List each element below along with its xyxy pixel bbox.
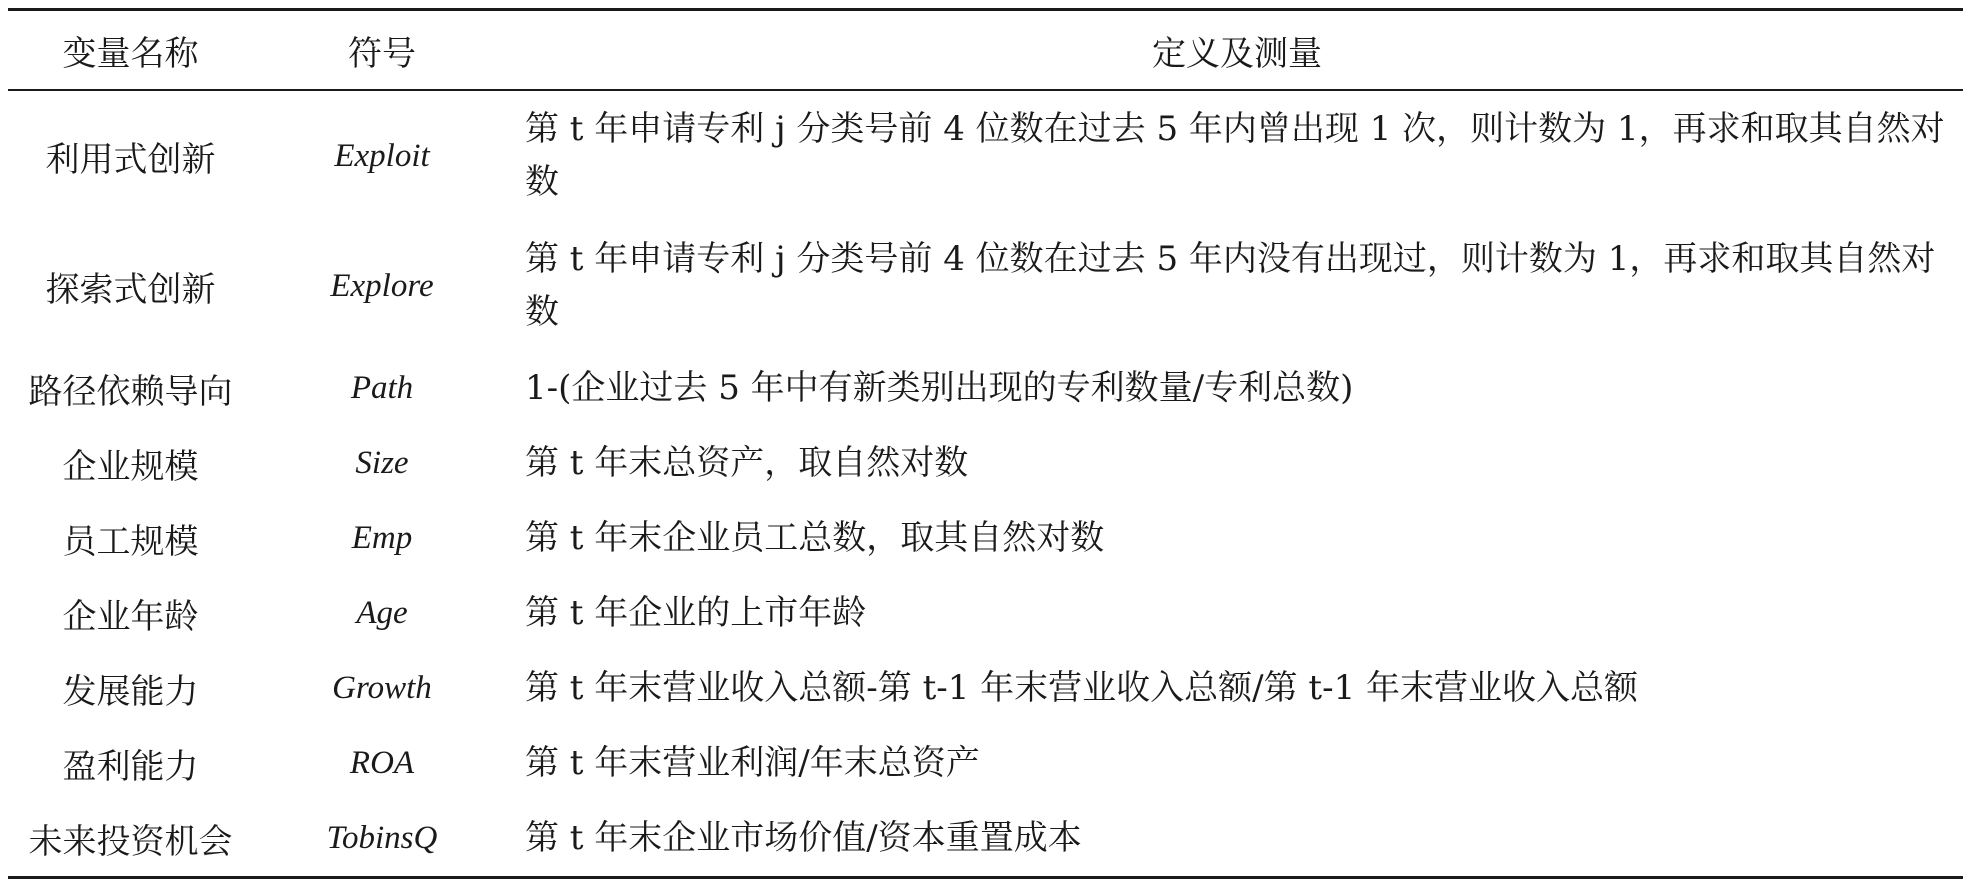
variable-symbol: Growth — [332, 670, 432, 706]
variable-definition: 第 t 年末营业收入总额-第 t-1 年末营业收入总额/第 t-1 年末营业收入总额 — [525, 668, 1639, 708]
variable-name: 未来投资机会 — [8, 801, 253, 878]
variable-name: 发展能力 — [62, 672, 199, 712]
variable-symbol: Path — [350, 370, 414, 406]
table-row — [8, 576, 1963, 651]
table-row — [8, 501, 1963, 576]
variable-symbol: ROA — [349, 745, 415, 781]
variable-name: 员工规模 — [62, 522, 199, 562]
variable-name: 企业规模 — [62, 447, 199, 487]
variable-definition: 第 t 年申请专利 j 分类号前 4 位数在过去 5 年内曾出现 1 次，则计数为 1，再求和取其自然对数 — [525, 109, 1945, 202]
table-body — [8, 90, 1963, 878]
variable-definition: 第 t 年末总资产，取自然对数 — [525, 443, 969, 483]
variable-symbol: Emp — [351, 520, 413, 556]
variable-definition: 第 t 年企业的上市年龄 — [525, 593, 867, 633]
variable-name: 盈利能力 — [62, 747, 199, 787]
variable-definition-table-container — [8, 8, 1963, 879]
variable-symbol: Exploit — [334, 137, 430, 174]
table-row — [8, 801, 1963, 878]
table-header — [8, 10, 1963, 91]
table-row — [8, 651, 1963, 726]
table-row — [8, 726, 1963, 801]
header-symbol: 符号 — [253, 10, 511, 91]
header-definition: 定义及测量 — [511, 10, 1963, 91]
variable-definition: 第 t 年申请专利 j 分类号前 4 位数在过去 5 年内没有出现过，则计数为 1，再求和取其自然对数 — [525, 239, 1936, 332]
variable-name: 路径依赖导向 — [28, 372, 233, 412]
variable-symbol: Size — [355, 445, 409, 481]
header-row — [8, 10, 1963, 91]
table-row — [8, 426, 1963, 501]
variable-definition: 第 t 年末企业员工总数，取其自然对数 — [525, 518, 1105, 558]
variable-name: 企业年龄 — [62, 597, 199, 637]
variable-name: 探索式创新 — [45, 269, 216, 310]
table-row — [8, 221, 1963, 351]
variable-definition: 第 t 年末营业利润/年末总资产 — [525, 743, 980, 783]
variable-symbol: TobinsQ — [253, 801, 511, 878]
table-row — [8, 351, 1963, 426]
variable-definition: 第 t 年末企业市场价值/资本重置成本 — [511, 801, 1963, 878]
variable-symbol: Explore — [330, 267, 434, 304]
variable-symbol: Age — [356, 595, 408, 631]
variable-definition-table — [8, 8, 1963, 879]
table-row — [8, 90, 1963, 221]
variable-definition: 1-(企业过去 5 年中有新类别出现的专利数量/专利总数) — [525, 368, 1354, 408]
variable-name: 利用式创新 — [45, 139, 216, 180]
header-variable-name: 变量名称 — [8, 10, 253, 91]
